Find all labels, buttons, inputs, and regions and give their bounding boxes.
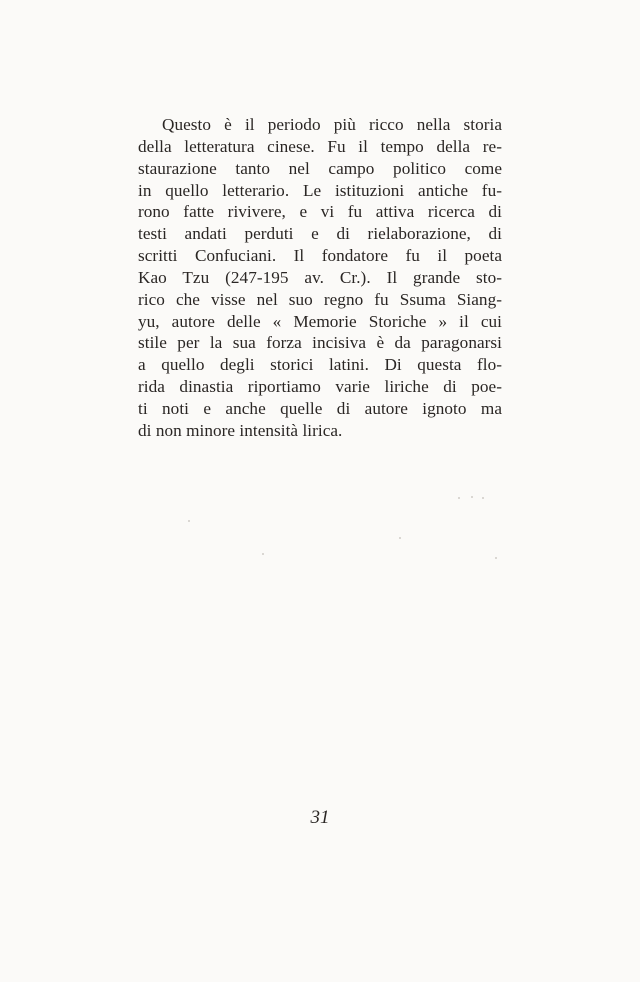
body-paragraph <box>138 114 502 442</box>
paragraph-line: staurazione tanto nel campo politico come <box>138 158 502 178</box>
paper-speck <box>471 496 473 498</box>
paragraph-line: Kao Tzu (247-195 av. Cr.). Il grande sto- <box>138 267 502 287</box>
page-number: 31 <box>310 807 330 828</box>
paragraph-line: rida dinastia riportiamo varie liriche di poe- <box>138 377 502 397</box>
paper-speck <box>458 497 460 499</box>
paragraph-line: di non minore intensità lirica. <box>138 420 343 440</box>
paragraph-line: della letteratura cinese. Fu il tempo della re- <box>138 136 502 156</box>
paper-speck <box>188 520 190 522</box>
paragraph-line: ti noti e anche quelle di autore ignoto ma <box>138 398 502 418</box>
paragraph-line: rico che visse nel suo regno fu Ssuma Siang- <box>138 289 502 309</box>
paragraph-line: testi andati perduti e di rielaborazione, di <box>138 224 502 244</box>
paragraph-line: in quello letterario. Le istituzioni antiche fu- <box>138 180 502 200</box>
paragraph-line: yu, autore delle « Memorie Storiche » il cui <box>138 311 502 331</box>
paragraph-line: scritti Confuciani. Il fondatore fu il poeta <box>138 246 502 266</box>
paper-speck <box>495 557 497 559</box>
paragraph-line: Questo è il periodo più ricco nella storia <box>162 115 502 134</box>
paragraph-line: rono fatte rivivere, e vi fu attiva ricerca di <box>138 202 502 222</box>
paper-speck <box>399 537 401 539</box>
paper-speck <box>262 553 264 555</box>
paragraph-line: stile per la sua forza incisiva è da paragonarsi <box>138 333 502 353</box>
paragraph-line: a quello degli storici latini. Di questa flo- <box>138 355 502 375</box>
paper-speck <box>482 497 484 499</box>
